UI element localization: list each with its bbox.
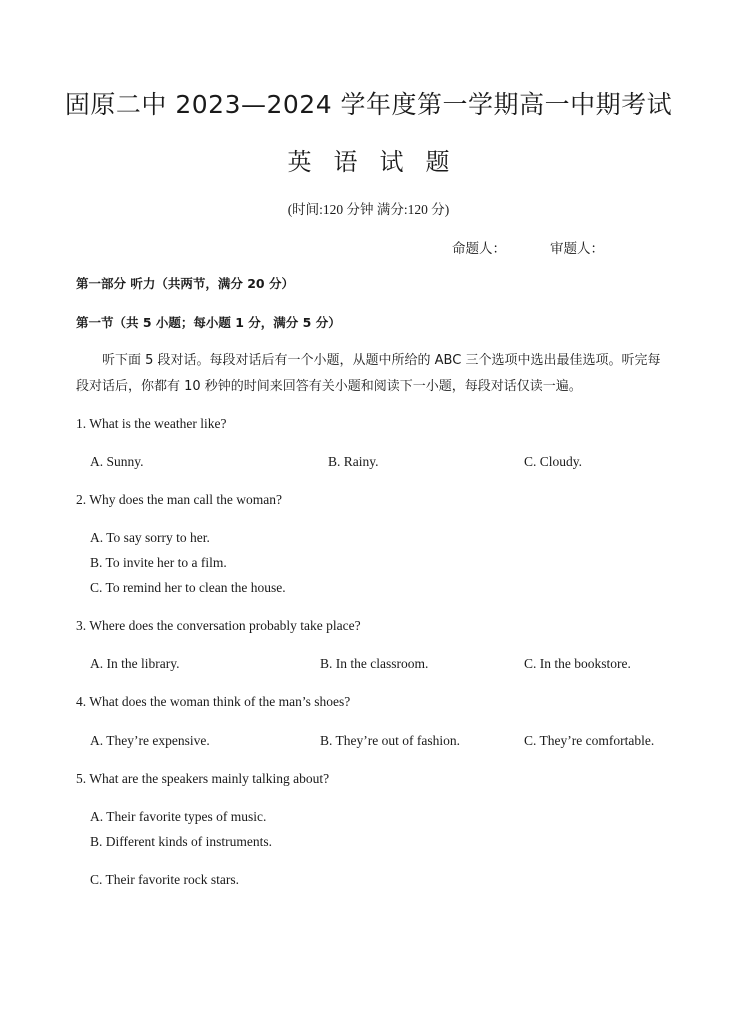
- option-4b: B. They’re out of fashion.: [320, 733, 460, 748]
- option-5b: B. Different kinds of instruments.: [90, 834, 272, 849]
- part-heading: 第一部分 听力（共两节，满分 20 分）: [76, 276, 294, 291]
- option-2a: A. To say sorry to her.: [90, 530, 210, 545]
- setter-label: 命题人：: [452, 241, 506, 257]
- option-1a: A. Sunny.: [90, 454, 144, 469]
- option-5c: C. Their favorite rock stars.: [90, 872, 239, 887]
- option-3a: A. In the library.: [90, 656, 180, 671]
- instructions-paragraph: 听下面 5 段对话。每段对话后有一个小题，从题中所给的 ABC 三个选项中选出最佳选项。听完每段对话后，你都有 10 秒钟的时间来回答有关小题和阅读下一小题，每段对话仅读一遍。: [76, 353, 661, 394]
- option-1b: B. Rainy.: [328, 454, 379, 469]
- option-1c: C. Cloudy.: [524, 454, 583, 469]
- exam-title: 固原二中 2023—2024 学年度第一学期高一中期考试: [64, 90, 673, 119]
- option-2c: C. To remind her to clean the house.: [90, 580, 286, 595]
- option-4a: A. They’re expensive.: [90, 733, 210, 748]
- section-heading: 第一节（共 5 小题；每小题 1 分，满分 5 分）: [76, 315, 341, 330]
- option-3c: C. In the bookstore.: [524, 656, 631, 671]
- question-3: 3. Where does the conversation probably take place?: [76, 618, 361, 633]
- question-5: 5. What are the speakers mainly talking about?: [76, 771, 330, 786]
- time-info: (时间:120 分钟 满分:120 分): [287, 202, 450, 217]
- option-2b: B. To invite her to a film.: [90, 555, 227, 570]
- option-3b: B. In the classroom.: [320, 656, 429, 671]
- option-4c: C. They’re comfortable.: [524, 733, 655, 748]
- question-2: 2. Why does the man call the woman?: [76, 492, 282, 507]
- option-5a: A. Their favorite types of music.: [90, 809, 267, 824]
- question-4: 4. What does the woman think of the man’s shoes?: [76, 694, 351, 709]
- reviewer-label: 审题人：: [550, 241, 604, 257]
- exam-subject: 英语试题: [287, 148, 472, 176]
- question-1: 1. What is the weather like?: [76, 416, 227, 431]
